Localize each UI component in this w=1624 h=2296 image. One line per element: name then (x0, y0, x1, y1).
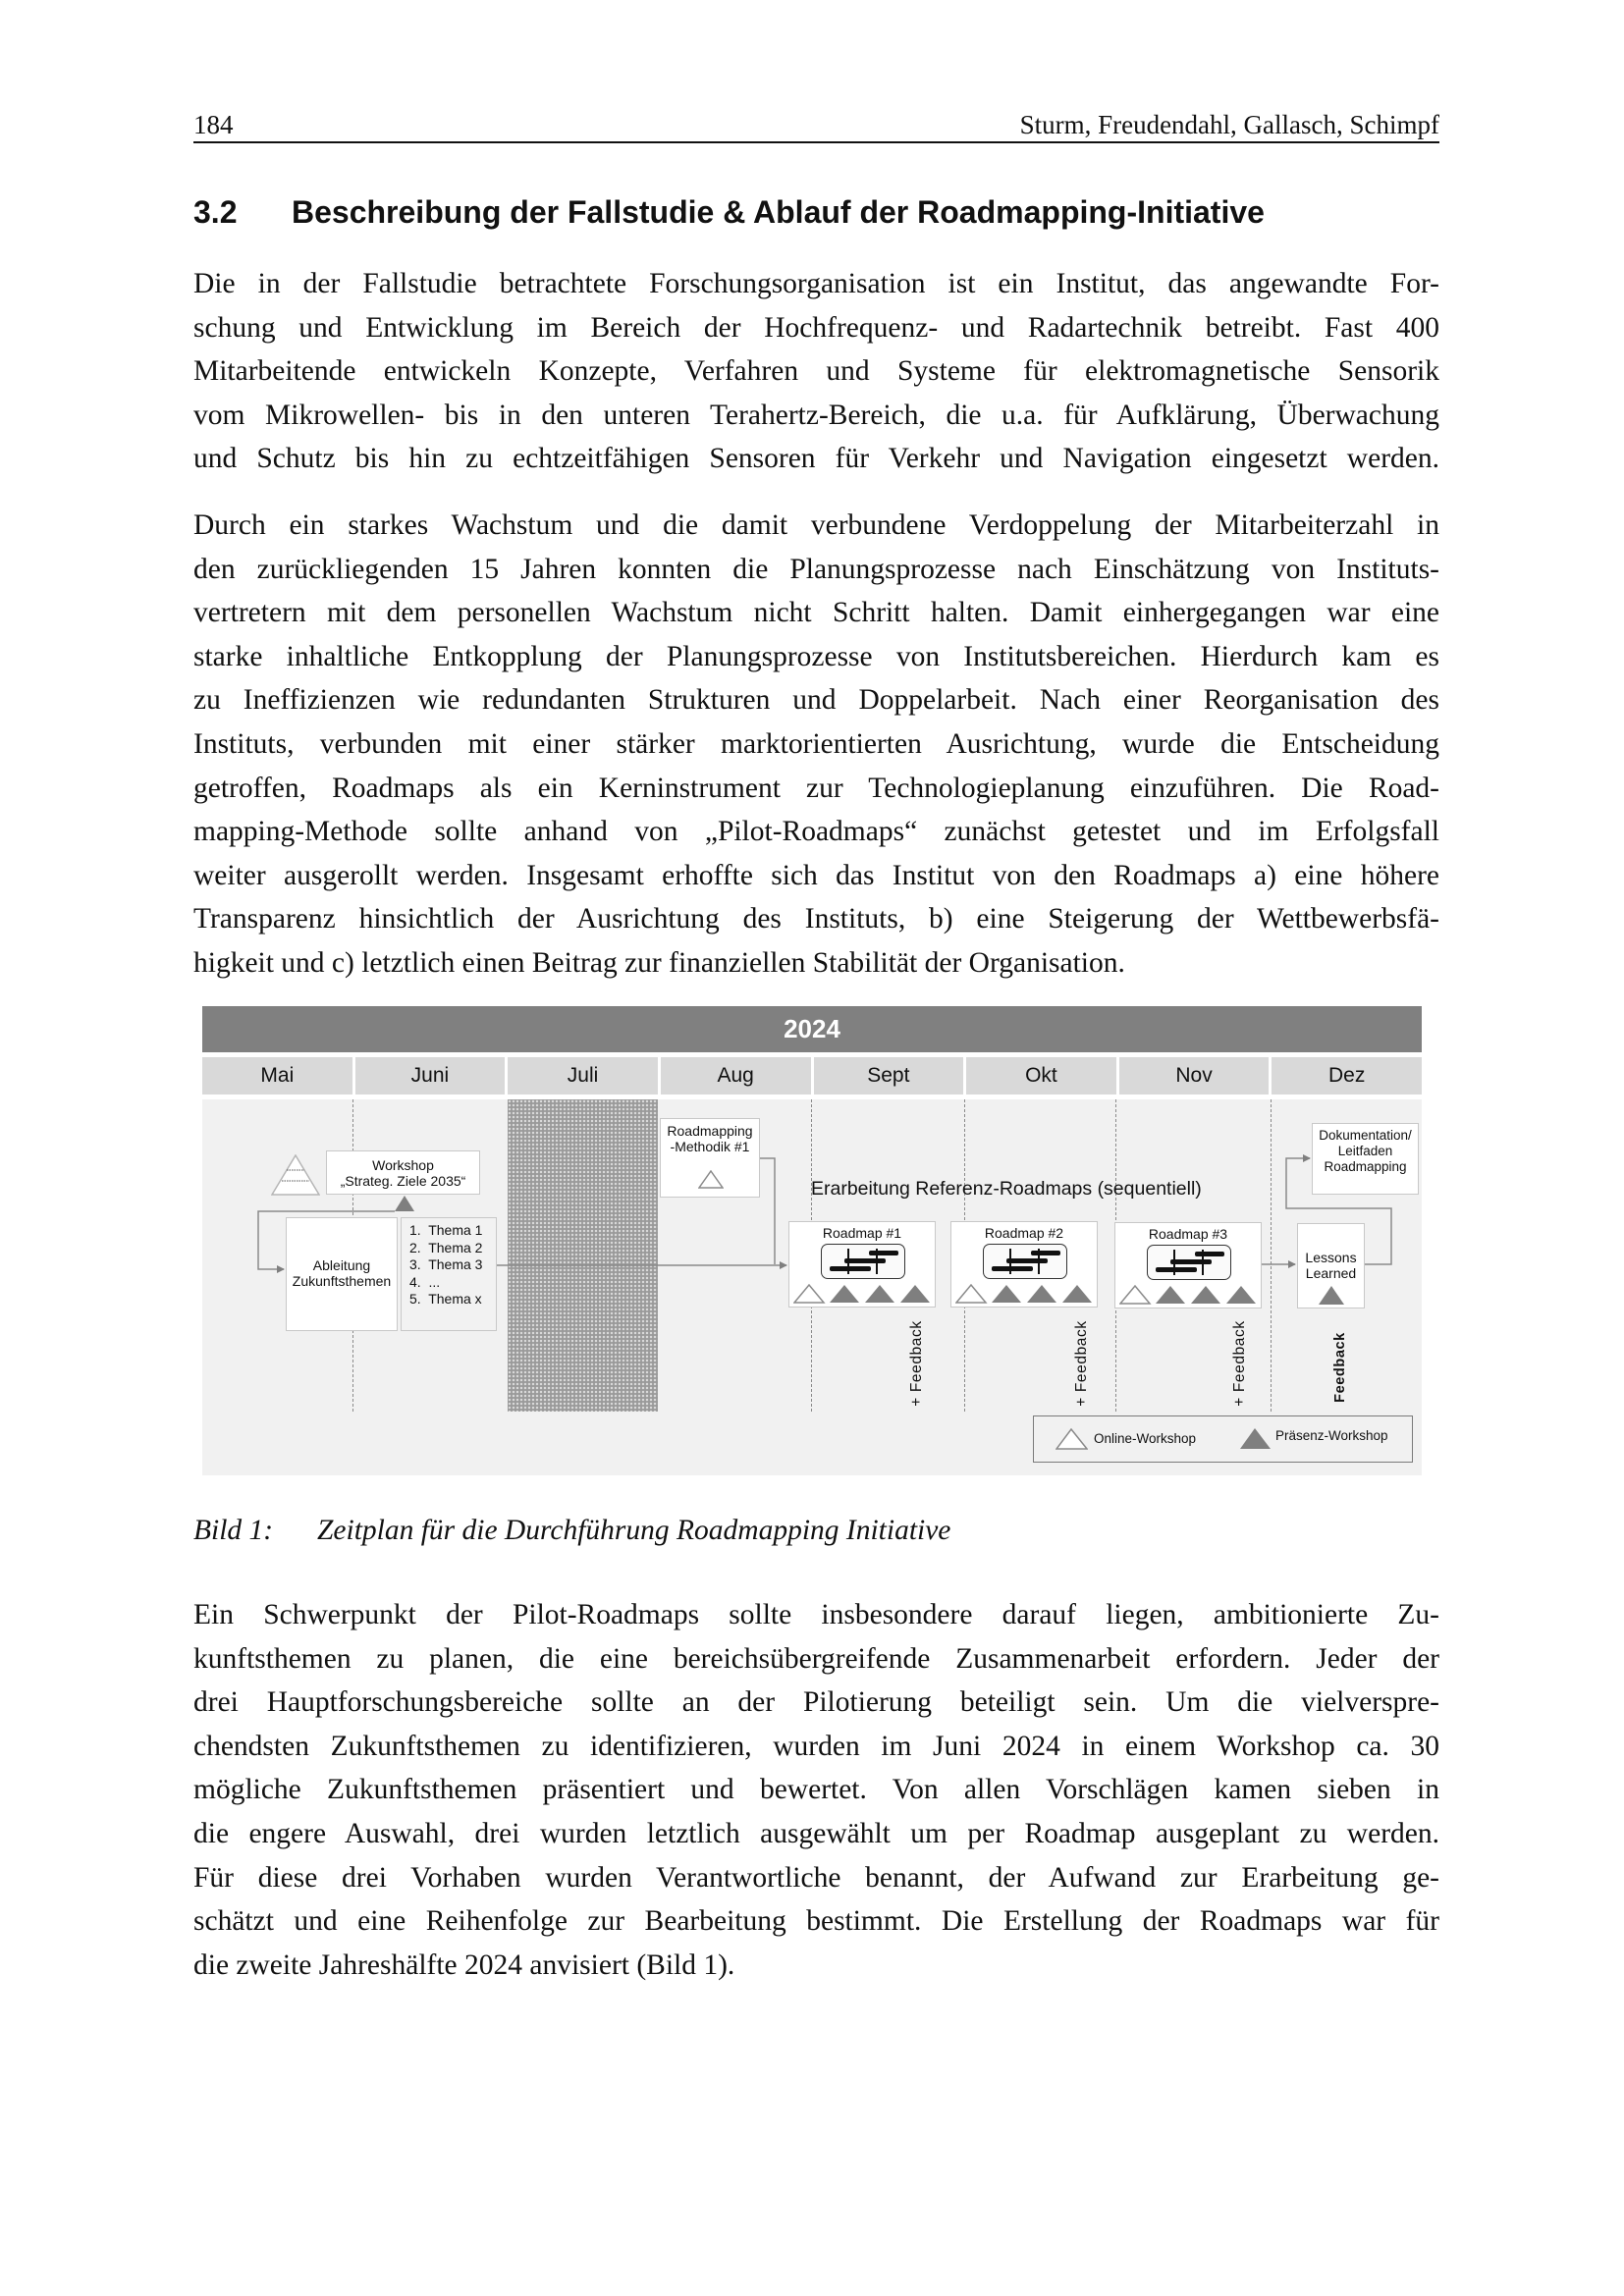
text-line: kunftsthemen zu planen, die eine bereichsübergreifende Zusammenarbeit erfordern. Jeder der (193, 1642, 1439, 1675)
roadmap-title: Roadmap #2 (984, 1225, 1064, 1241)
gantt-icon (1147, 1245, 1231, 1280)
theme-list-box (401, 1217, 497, 1331)
month-bar (202, 1057, 1422, 1095)
text-line: die engere Auswahl, drei wurden letztlich ausgewählt um per Roadmap ausgeplant zu werden. (193, 1817, 1439, 1849)
caption-label: Bild 1: (193, 1515, 274, 1546)
month-okt: Okt (966, 1057, 1116, 1095)
running-header-authors: Sturm, Freudendahl, Gallasch, Schimpf (1019, 110, 1439, 139)
text-line: zu Ineffizienzen wie redundanten Strukturen und Doppelarbeit. Nach einer Reorganisation des (193, 684, 1439, 717)
theme-item: 4. ... (409, 1273, 441, 1290)
ableitung-box-line: Ableitung (312, 1257, 371, 1273)
theme-item: 2. Thema 2 (409, 1239, 483, 1255)
lessons-box-line: Learned (1305, 1265, 1357, 1281)
figure-caption (193, 1515, 950, 1547)
workshop-triangles-icon (955, 1284, 1095, 1304)
text-line: Instituts, verbunden mit einer stärker marktorientierten Ausrichtung, wurde die Entscheidung (193, 727, 1439, 760)
text-line: higkeit und c) letztlich einen Beitrag zur finanziellen Stabilität der Organisation. (193, 946, 1125, 979)
workshop-triangles-icon (793, 1284, 933, 1304)
text-line: chendsten Zukunftsthemen zu identifizieren, wurden im Juni 2024 in einem Workshop ca. 30 (193, 1730, 1439, 1762)
roadmap-title: Roadmap #3 (1148, 1226, 1228, 1242)
erarbeitung-label: Erarbeitung Referenz-Roadmaps (sequentiell) (811, 1178, 1202, 1200)
figure-legend (1033, 1415, 1413, 1463)
roadmap-3-box (1114, 1222, 1262, 1308)
page-number: 184 (193, 110, 234, 139)
lessons-learned-box (1297, 1223, 1365, 1308)
roadmap-2-box (950, 1221, 1098, 1308)
workshop-strategie-box (326, 1150, 480, 1195)
timeline-body (202, 1099, 1422, 1475)
presence-workshop-triangle-icon (1318, 1286, 1345, 1306)
header-rule (193, 141, 1439, 143)
text-line: Durch ein starkes Wachstum und die damit verbundene Verdoppelung der Mitarbeiterzahl in (193, 509, 1439, 541)
doku-box-line: Roadmapping (1324, 1159, 1407, 1174)
section-number: 3.2 (193, 194, 238, 230)
presence-workshop-triangle-icon (394, 1196, 415, 1212)
gantt-icon (821, 1244, 905, 1279)
text-line: getroffen, Roadmaps als ein Kerninstrument zur Technologieplanung einzuführen. Die Road- (193, 772, 1439, 804)
workshop-box-line: Workshop (372, 1157, 434, 1173)
online-workshop-legend-icon (1056, 1428, 1088, 1450)
month-mai: Mai (202, 1057, 352, 1095)
doku-box-line: Dokumentation/ (1319, 1128, 1412, 1143)
methodik-box-line: -Methodik #1 (670, 1139, 750, 1154)
theme-item: 3. Thema 3 (409, 1256, 483, 1272)
text-line: Für diese drei Vorhaben wurden Verantwortliche benannt, der Aufwand zur Erarbeitung ge- (193, 1861, 1439, 1894)
paragraph-3 (193, 1593, 1439, 1987)
feedback-label: + Feedback (1231, 1320, 1248, 1407)
text-line: Die in der Fallstudie betrachtete Forschungsorganisation ist ein Institut, das angewandte For- (193, 268, 1439, 299)
paragraph-2 (193, 504, 1439, 986)
text-line: den zurückliegenden 15 Jahren konnten die Planungsprozesse nach Einschätzung von Instituts- (193, 553, 1439, 585)
section-heading (193, 194, 1265, 231)
text-line: mapping-Methode sollte anhand von „Pilot-Roadmaps“ zunächst getestet und im Erfolgsfall (193, 816, 1439, 848)
text-line: starke inhaltliche Entkopplung der Planungsprozesse von Institutsbereichen. Hierdurch kam es (193, 640, 1439, 672)
roadmap-title: Roadmap #1 (822, 1225, 902, 1241)
month-aug: Aug (661, 1057, 811, 1095)
legend-presenz-label: Präsenz-Workshop (1275, 1428, 1388, 1443)
text-line: und Schutz bis hin zu echtzeitfähigen Sensoren für Verkehr und Navigation eingesetzt werden. (193, 443, 1439, 475)
legend-online-label: Online-Workshop (1094, 1431, 1197, 1446)
pyramid-icon (271, 1154, 320, 1196)
theme-item: 1. Thema 1 (409, 1222, 483, 1238)
workshop-box-line: „Strateg. Ziele 2035“ (340, 1173, 466, 1189)
text-line: Mitarbeitende entwickeln Konzepte, Verfahren und Systeme für elektromagnetische Sensorik (193, 355, 1439, 388)
section-title: Beschreibung der Fallstudie & Ablauf der Roadmapping-Initiative (292, 194, 1265, 230)
online-workshop-triangle-icon (698, 1170, 724, 1189)
text-line: drei Hauptforschungsbereiche sollte an der Pilotierung beteiligt sein. Um die vielverspre- (193, 1686, 1439, 1719)
text-line: vertretern mit dem personellen Wachstum nicht Schritt halten. Damit einhergegangen war eine (193, 597, 1439, 629)
month-juli: Juli (508, 1057, 658, 1095)
text-line: weiter ausgerollt werden. Insgesamt erhoffte sich das Institut von den Roadmaps a) eine höhere (193, 859, 1439, 891)
theme-item: 5. Thema x (409, 1291, 482, 1307)
doku-box-line: Leitfaden (1337, 1144, 1393, 1158)
text-line: Transparenz hinsichtlich der Ausrichtung des Instituts, b) eine Steigerung der Wettbewerbsfä- (193, 903, 1439, 935)
roadmap-1-box (788, 1221, 936, 1308)
feedback-label: + Feedback (908, 1320, 925, 1407)
lessons-box-line: Lessons (1305, 1250, 1357, 1265)
methodik-box-line: Roadmapping (667, 1123, 753, 1139)
feedback-label: Feedback (1332, 1332, 1348, 1403)
paragraph-1 (193, 262, 1439, 481)
dokumentation-leitfaden-box (1312, 1123, 1419, 1195)
text-line: mögliche Zukunftsthemen präsentiert und bewertet. Von allen Vorschlägen kamen sieben in (193, 1774, 1439, 1806)
text-line: schätzt und eine Reihenfolge zur Bearbeitung bestimmt. Die Erstellung der Roadmaps war für (193, 1905, 1439, 1938)
workshop-triangles-icon (1119, 1285, 1259, 1305)
month-sept: Sept (814, 1057, 964, 1095)
year-bar: 2024 (202, 1006, 1422, 1052)
gantt-icon (983, 1244, 1067, 1279)
month-dez: Dez (1272, 1057, 1422, 1095)
text-line: schung und Entwicklung im Bereich der Hochfrequenz- und Radartechnik betreibt. Fast 400 (193, 311, 1439, 344)
text-line: Ein Schwerpunkt der Pilot-Roadmaps sollte insbesondere darauf liegen, ambitionierte Zu- (193, 1599, 1439, 1630)
roadmapping-methodik-box (660, 1118, 760, 1198)
figure-timeline (202, 1006, 1422, 1475)
caption-text: Zeitplan für die Durchführung Roadmapping Initiative (317, 1515, 951, 1546)
ableitung-box-line: Zukunftsthemen (292, 1273, 392, 1289)
text-line: vom Mikrowellen- bis in den unteren Terahertz-Bereich, die u.a. für Aufklärung, Überwachung (193, 399, 1439, 431)
text-line: die zweite Jahreshälfte 2024 anvisiert (Bild 1). (193, 1949, 735, 1981)
month-nov: Nov (1119, 1057, 1270, 1095)
presence-workshop-legend-icon (1239, 1428, 1272, 1450)
month-juni: Juni (355, 1057, 506, 1095)
ableitung-zukunftsthemen-box (286, 1217, 398, 1331)
feedback-label: + Feedback (1073, 1320, 1090, 1407)
